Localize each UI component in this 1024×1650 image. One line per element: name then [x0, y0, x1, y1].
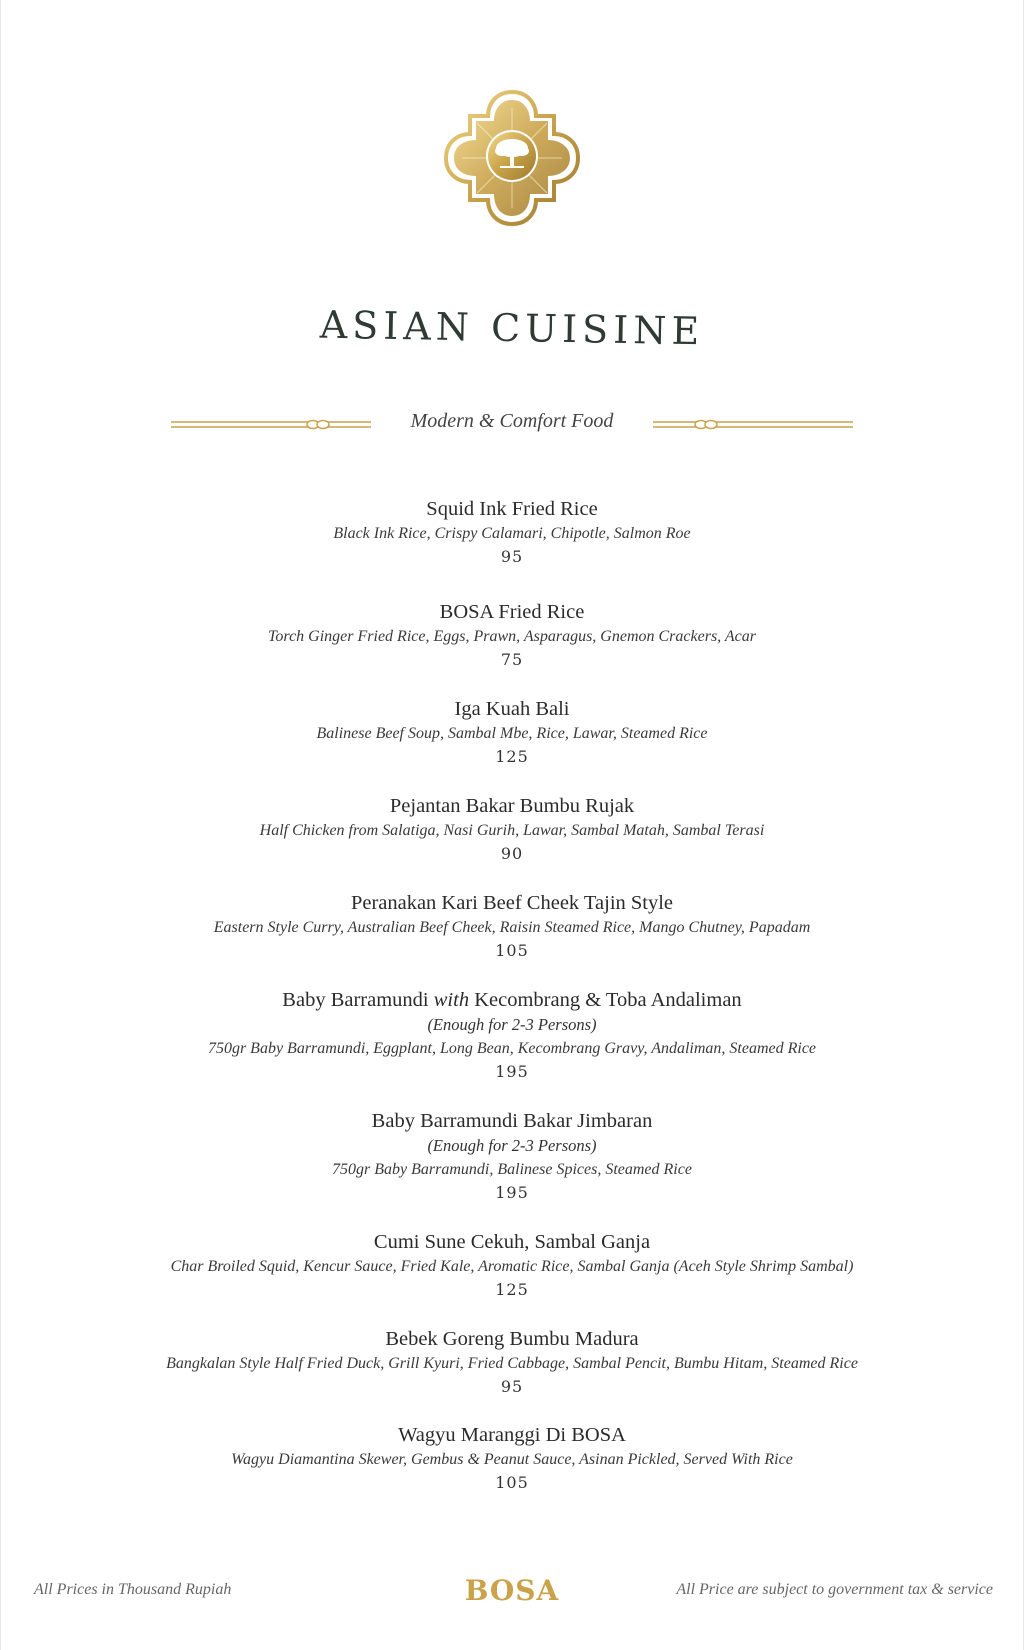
menu-item-name: Iga Kuah Bali	[454, 698, 570, 720]
menu-item-price: 95	[500, 1377, 524, 1396]
menu-item	[1, 1422, 1023, 1494]
menu-item-price: 125	[495, 747, 529, 766]
footer-brand-logo: BOSA	[464, 1574, 560, 1607]
menu-item-description: Half Chicken from Salatiga, Nasi Gurih, Lawar, Sambal Matah, Sambal Terasi	[259, 822, 765, 839]
menu-item-price: 195	[495, 1183, 529, 1202]
menu-item-name-part: Kecombrang & Toba Andaliman	[474, 989, 742, 1011]
menu-item-name: Wagyu Maranggi Di BOSA	[398, 1424, 626, 1446]
menu-item-price: 95	[500, 547, 524, 566]
menu-item-price: 125	[495, 1280, 529, 1299]
menu-item-name: Peranakan Kari Beef Cheek Tajin Style	[350, 892, 674, 914]
menu-item-price: 105	[495, 941, 529, 960]
menu-item-name: BOSA Fried Rice	[439, 601, 585, 623]
menu-item-name: Baby Barramundi Bakar Jimbaran	[371, 1110, 653, 1132]
menu-item-price: 195	[495, 1062, 529, 1081]
menu-item	[1, 987, 1023, 1083]
menu-item-description: 750gr Baby Barramundi, Balinese Spices, Steamed Rice	[332, 1161, 692, 1178]
menu-item	[1, 1108, 1023, 1204]
page-subtitle: Modern & Comfort Food	[410, 410, 614, 432]
menu-item	[1, 1326, 1023, 1398]
menu-item	[1, 599, 1023, 671]
menu-item-price: 105	[495, 1473, 529, 1492]
menu-item	[1, 696, 1023, 768]
page-title: ASIAN CUISINE	[319, 302, 705, 354]
menu-item-price: 75	[500, 650, 524, 669]
ornament-divider-left	[171, 417, 371, 433]
subtitle-row	[171, 410, 853, 440]
menu-item	[1, 793, 1023, 865]
menu-item-description: Char Broiled Squid, Kencur Sauce, Fried Kale, Aromatic Rice, Sambal Ganja (Aceh Style Shrimp Sambal)	[170, 1258, 854, 1275]
menu-item-description: Eastern Style Curry, Australian Beef Cheek, Raisin Steamed Rice, Mango Chutney, Papadam	[213, 919, 811, 936]
menu-item-description: Black Ink Rice, Crispy Calamari, Chipotle, Salmon Roe	[333, 525, 691, 542]
menu-item-name	[1, 987, 1023, 1013]
menu-item-name: Bebek Goreng Bumbu Madura	[385, 1328, 639, 1350]
menu-item-name: Squid Ink Fried Rice	[426, 498, 598, 520]
menu-item-description: 750gr Baby Barramundi, Eggplant, Long Bean, Kecombrang Gravy, Andaliman, Steamed Rice	[207, 1040, 817, 1057]
menu-item-name-connector: with	[433, 989, 470, 1011]
menu-item	[1, 890, 1023, 962]
menu-item	[1, 496, 1023, 568]
menu-item-description: Wagyu Diamantina Skewer, Gembus & Peanut Sauce, Asinan Pickled, Served With Rice	[231, 1451, 793, 1468]
footer-price-note: All Prices in Thousand Rupiah	[34, 1581, 232, 1598]
menu-item-name: Pejantan Bakar Bumbu Rujak	[389, 795, 635, 817]
menu-item	[1, 1229, 1023, 1301]
ornament-divider-right	[653, 417, 853, 433]
menu-item-note: (Enough for 2-3 Persons)	[427, 1015, 597, 1034]
menu-item-name: Cumi Sune Cekuh, Sambal Ganja	[373, 1231, 651, 1253]
footer-tax-note: All Price are subject to government tax & service	[676, 1581, 993, 1598]
menu-item-description: Torch Ginger Fried Rice, Eggs, Prawn, Asparagus, Gnemon Crackers, Acar	[268, 628, 756, 645]
menu-item-description: Bangkalan Style Half Fried Duck, Grill Kyuri, Fried Cabbage, Sambal Pencit, Bumbu Hitam, Steamed Rice	[166, 1355, 858, 1372]
menu-item-price: 90	[500, 844, 524, 863]
menu-item-name-part: Baby Barramundi	[282, 989, 429, 1011]
tree-emblem-icon	[442, 88, 582, 228]
menu-item-description: Balinese Beef Soup, Sambal Mbe, Rice, Lawar, Steamed Rice	[316, 725, 708, 742]
menu-item-note: (Enough for 2-3 Persons)	[427, 1136, 597, 1155]
